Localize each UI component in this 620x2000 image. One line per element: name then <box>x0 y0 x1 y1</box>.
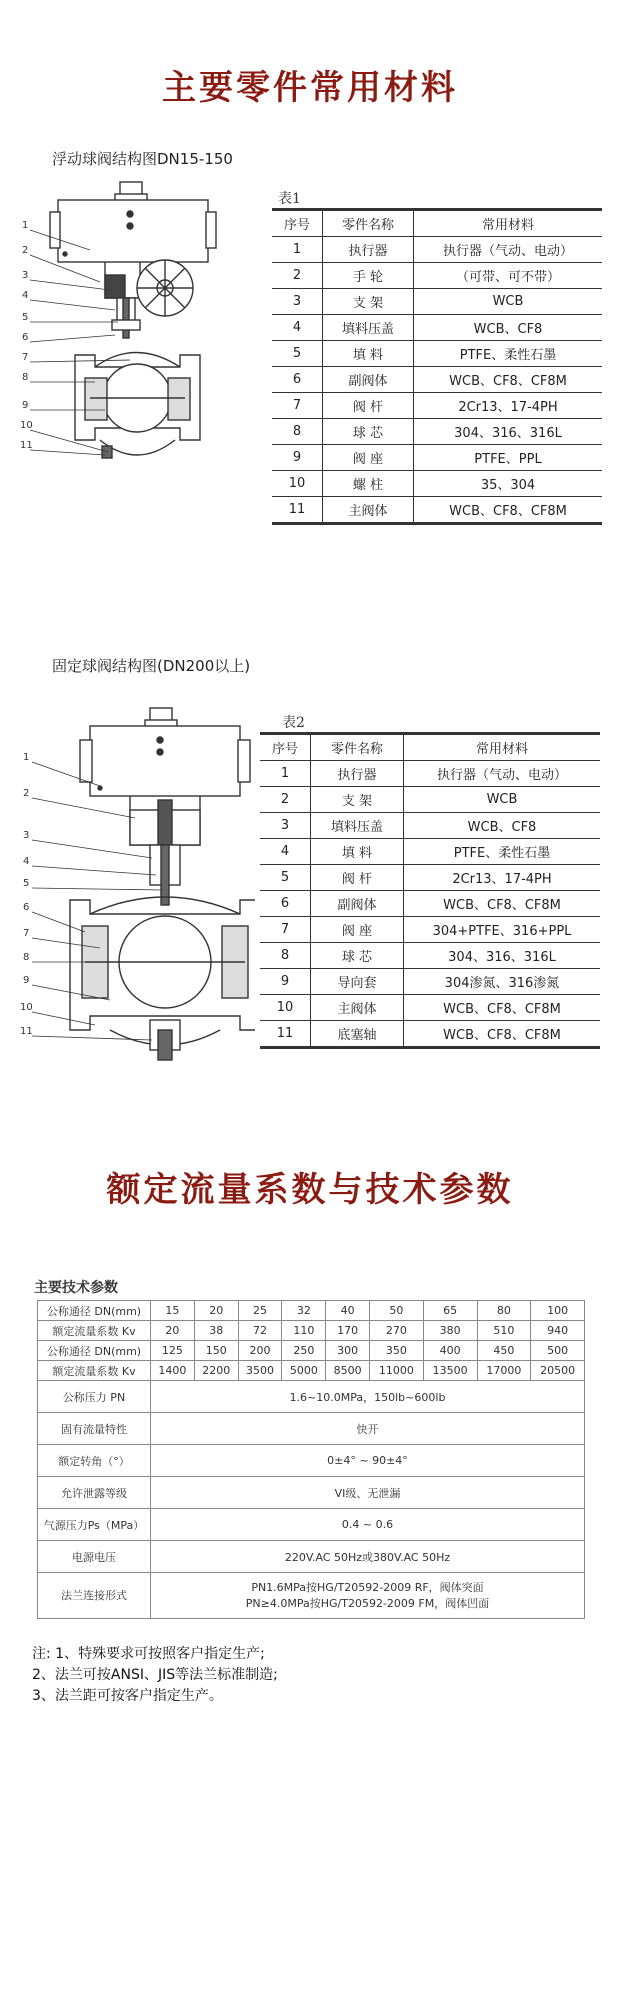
row-label: 气源压力Ps（MPa） <box>38 1509 151 1541</box>
cell: 5000 <box>282 1361 326 1381</box>
cell: 8500 <box>326 1361 370 1381</box>
cell-no: 7 <box>272 393 323 419</box>
cell: 20 <box>151 1321 195 1341</box>
callout-8: 8 <box>22 372 29 383</box>
table-row <box>260 813 600 839</box>
cell: 300 <box>326 1341 370 1361</box>
cell-no: 2 <box>272 263 323 289</box>
cell-material: WCB、CF8、CF8M <box>404 995 601 1021</box>
table-header-row <box>272 210 602 237</box>
cell: 380 <box>423 1321 477 1341</box>
cell: 65 <box>423 1301 477 1321</box>
table-row <box>272 393 602 419</box>
cell-material: 304+PTFE、316+PPL <box>404 917 601 943</box>
cell-material: WCB、CF8、CF8M <box>414 367 603 393</box>
cell: 500 <box>531 1341 585 1361</box>
table-header-row <box>260 734 600 761</box>
cell-no: 8 <box>260 943 311 969</box>
note-3: 3、法兰距可按客户指定生产。 <box>32 1688 223 1704</box>
table-row <box>272 341 602 367</box>
table-row <box>260 1021 600 1048</box>
table1-title: 表1 <box>278 191 301 207</box>
table2-title: 表2 <box>282 715 305 731</box>
cell-part: 阀 座 <box>311 917 404 943</box>
table-row <box>38 1321 585 1341</box>
floating-ball-valve-diagram <box>20 170 225 480</box>
cell-part: 球 芯 <box>311 943 404 969</box>
cell-part: 填料压盖 <box>311 813 404 839</box>
cell-part: 填 料 <box>323 341 414 367</box>
cell: 200 <box>238 1341 282 1361</box>
callout-6: 6 <box>22 332 29 343</box>
flange-line-2: PN≥4.0MPa按HG/T20592-2009 FM，阀体凹面 <box>245 1596 490 1610</box>
cell-no: 4 <box>260 839 311 865</box>
cell-no: 6 <box>260 891 311 917</box>
cell-material: 304、316、316L <box>414 419 603 445</box>
specs-label: 主要技术参数 <box>34 1280 118 1296</box>
cell: 20500 <box>531 1361 585 1381</box>
table-row <box>38 1477 585 1509</box>
cell: 20 <box>194 1301 238 1321</box>
table-row <box>260 891 600 917</box>
cell: 40 <box>326 1301 370 1321</box>
param-value: VI级、无泄漏 <box>151 1477 585 1509</box>
cell-no: 1 <box>272 237 323 263</box>
cell: 100 <box>531 1301 585 1321</box>
cell-material: PTFE、PPL <box>414 445 603 471</box>
section-title-flow-coefficient: 额定流量系数与技术参数 <box>106 1170 514 1210</box>
table-row <box>272 497 602 524</box>
cell-no: 7 <box>260 917 311 943</box>
cell-part: 底塞轴 <box>311 1021 404 1048</box>
cell: 940 <box>531 1321 585 1341</box>
cell: 510 <box>477 1321 531 1341</box>
row-label: 公称压力 PN <box>38 1381 151 1413</box>
cell-no: 6 <box>272 367 323 393</box>
cell-material: WCB、CF8 <box>414 315 603 341</box>
row-label: 公称通径 DN(mm) <box>38 1341 151 1361</box>
callout-7: 7 <box>22 352 29 363</box>
parts-table-1 <box>272 208 602 525</box>
fixed-ball-valve-diagram <box>20 700 255 1075</box>
cell-part: 副阀体 <box>311 891 404 917</box>
cell-no: 10 <box>260 995 311 1021</box>
header-no: 序号 <box>272 210 323 237</box>
callout-2: 2 <box>22 245 29 256</box>
row-label: 允许泄露等级 <box>38 1477 151 1509</box>
cell-no: 9 <box>260 969 311 995</box>
callout-9: 9 <box>23 975 30 986</box>
header-part-name: 零件名称 <box>323 210 414 237</box>
table-row <box>38 1573 585 1619</box>
param-value: 快开 <box>151 1413 585 1445</box>
header-material: 常用材料 <box>414 210 603 237</box>
cell-no: 4 <box>272 315 323 341</box>
cell: 110 <box>282 1321 326 1341</box>
table-row <box>38 1341 585 1361</box>
callout-4: 4 <box>22 290 29 301</box>
table-row <box>272 263 602 289</box>
cell: 50 <box>370 1301 424 1321</box>
cell: 2200 <box>194 1361 238 1381</box>
cell-no: 3 <box>260 813 311 839</box>
cell-material: 2Cr13、17-4PH <box>414 393 603 419</box>
cell: 250 <box>282 1341 326 1361</box>
cell-material: PTFE、柔性石墨 <box>414 341 603 367</box>
cell: 17000 <box>477 1361 531 1381</box>
cell-no: 1 <box>260 761 311 787</box>
table-row <box>38 1381 585 1413</box>
cell-part: 球 芯 <box>323 419 414 445</box>
callout-6: 6 <box>23 902 30 913</box>
table-row <box>260 839 600 865</box>
table-row <box>260 995 600 1021</box>
cell-material: 执行器（气动、电动） <box>404 761 601 787</box>
cell-material: WCB <box>414 289 603 315</box>
cell-part: 手 轮 <box>323 263 414 289</box>
table-row <box>260 787 600 813</box>
flange-value <box>151 1573 585 1619</box>
note-2: 2、法兰可按ANSI、JIS等法兰标准制造; <box>32 1667 278 1683</box>
callout-11: 11 <box>20 440 33 451</box>
cell-no: 8 <box>272 419 323 445</box>
cell-part: 执行器 <box>311 761 404 787</box>
cell-material: 304渗氮、316渗氮 <box>404 969 601 995</box>
cell-no: 10 <box>272 471 323 497</box>
row-label: 额定转角（°） <box>38 1445 151 1477</box>
cell: 3500 <box>238 1361 282 1381</box>
cell-part: 导向套 <box>311 969 404 995</box>
row-label: 额定流量系数 Kv <box>38 1361 151 1381</box>
table-row <box>38 1413 585 1445</box>
header-part-name: 零件名称 <box>311 734 404 761</box>
cell-part: 支 架 <box>311 787 404 813</box>
diagram2-caption: 固定球阀结构图(DN200以上) <box>52 657 251 675</box>
cell-no: 11 <box>260 1021 311 1048</box>
table-row <box>260 865 600 891</box>
header-no: 序号 <box>260 734 311 761</box>
cell: 350 <box>370 1341 424 1361</box>
table-row <box>272 445 602 471</box>
cell: 32 <box>282 1301 326 1321</box>
callout-5: 5 <box>22 312 29 323</box>
callout-1: 1 <box>23 752 30 763</box>
param-value: 1.6~10.0MPa，150lb~600lb <box>151 1381 585 1413</box>
table-row <box>272 367 602 393</box>
row-label: 固有流量特性 <box>38 1413 151 1445</box>
row-label: 法兰连接形式 <box>38 1573 151 1619</box>
cell-material: WCB <box>404 787 601 813</box>
cell: 38 <box>194 1321 238 1341</box>
callout-9: 9 <box>22 400 29 411</box>
cell-part: 阀 杆 <box>323 393 414 419</box>
cell-part: 填 料 <box>311 839 404 865</box>
cell-material: 304、316、316L <box>404 943 601 969</box>
parts-table-2 <box>260 732 600 1049</box>
cell-no: 5 <box>272 341 323 367</box>
param-value: 0.4 ~ 0.6 <box>151 1509 585 1541</box>
table-row <box>38 1445 585 1477</box>
callout-8: 8 <box>23 952 30 963</box>
cell: 25 <box>238 1301 282 1321</box>
callout-1: 1 <box>22 220 29 231</box>
cell-part: 填料压盖 <box>323 315 414 341</box>
cell-material: 执行器（气动、电动） <box>414 237 603 263</box>
param-value: 220V.AC 50Hz或380V.AC 50Hz <box>151 1541 585 1573</box>
table-row <box>38 1301 585 1321</box>
flange-line-1: PN1.6MPa按HG/T20592-2009 RF，阀体突面 <box>251 1580 484 1594</box>
table-row <box>38 1541 585 1573</box>
cell-material: WCB、CF8、CF8M <box>404 1021 601 1048</box>
cell-material: 35、304 <box>414 471 603 497</box>
table-row <box>260 969 600 995</box>
table-row <box>272 289 602 315</box>
cell: 11000 <box>370 1361 424 1381</box>
cell-material: WCB、CF8、CF8M <box>404 891 601 917</box>
cell: 400 <box>423 1341 477 1361</box>
row-label: 额定流量系数 Kv <box>38 1321 151 1341</box>
callout-10: 10 <box>20 420 33 431</box>
cell: 15 <box>151 1301 195 1321</box>
table-row <box>272 419 602 445</box>
cell-part: 阀 座 <box>323 445 414 471</box>
cell-part: 阀 杆 <box>311 865 404 891</box>
cell: 450 <box>477 1341 531 1361</box>
notes <box>32 1644 278 1707</box>
section-title-parts-materials: 主要零件常用材料 <box>162 68 458 108</box>
cell-material: （可带、可不带） <box>414 263 603 289</box>
cell-part: 主阀体 <box>311 995 404 1021</box>
table-row <box>260 761 600 787</box>
callout-10: 10 <box>20 1002 33 1013</box>
callout-11: 11 <box>20 1026 33 1037</box>
cell-part: 执行器 <box>323 237 414 263</box>
cell-part: 支 架 <box>323 289 414 315</box>
header-material: 常用材料 <box>404 734 601 761</box>
cell: 13500 <box>423 1361 477 1381</box>
cell-material: PTFE、柔性石墨 <box>404 839 601 865</box>
cell-material: WCB、CF8 <box>404 813 601 839</box>
callout-3: 3 <box>23 830 30 841</box>
callout-3: 3 <box>22 270 29 281</box>
cell-no: 5 <box>260 865 311 891</box>
cell: 72 <box>238 1321 282 1341</box>
row-label: 公称通径 DN(mm) <box>38 1301 151 1321</box>
cell-part: 主阀体 <box>323 497 414 524</box>
cell-material: WCB、CF8、CF8M <box>414 497 603 524</box>
callout-5: 5 <box>23 878 30 889</box>
cell: 125 <box>151 1341 195 1361</box>
row-label: 电源电压 <box>38 1541 151 1573</box>
cell: 1400 <box>151 1361 195 1381</box>
cell-part: 副阀体 <box>323 367 414 393</box>
note-1: 注: 1、特殊要求可按照客户指定生产; <box>32 1646 265 1662</box>
table-row <box>272 471 602 497</box>
cell-no: 3 <box>272 289 323 315</box>
cell: 270 <box>370 1321 424 1341</box>
param-value: 0±4° ~ 90±4° <box>151 1445 585 1477</box>
table-row <box>272 237 602 263</box>
diagram1-caption: 浮动球阀结构图DN15-150 <box>52 150 233 168</box>
callout-2: 2 <box>23 788 30 799</box>
cell-part: 螺 柱 <box>323 471 414 497</box>
table-row <box>260 943 600 969</box>
tech-specs-table <box>37 1300 585 1619</box>
table-row <box>260 917 600 943</box>
table-row <box>272 315 602 341</box>
table-row <box>38 1509 585 1541</box>
table-row <box>38 1361 585 1381</box>
callout-7: 7 <box>23 928 30 939</box>
callout-4: 4 <box>23 856 30 867</box>
cell-material: 2Cr13、17-4PH <box>404 865 601 891</box>
cell-no: 9 <box>272 445 323 471</box>
cell: 80 <box>477 1301 531 1321</box>
cell: 150 <box>194 1341 238 1361</box>
cell: 170 <box>326 1321 370 1341</box>
cell-no: 11 <box>272 497 323 524</box>
cell-no: 2 <box>260 787 311 813</box>
